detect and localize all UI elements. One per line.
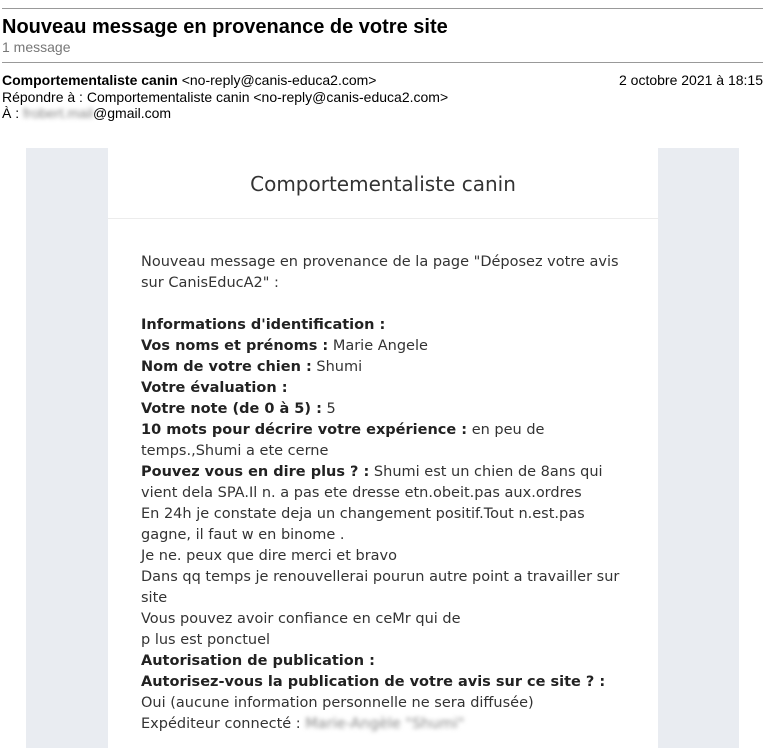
header-rule — [2, 62, 763, 63]
field-label: Votre note (de 0 à 5) : — [141, 401, 322, 417]
field-row — [141, 420, 623, 462]
field-label: Votre évaluation : — [141, 380, 288, 396]
field-row — [141, 399, 623, 420]
reply-to-label: Répondre à : — [2, 89, 83, 105]
field-value: en peu de temps.,Shumi a ete cerne — [141, 422, 545, 459]
sender-row — [141, 714, 623, 735]
reply-to-line — [2, 89, 448, 105]
section-heading: Informations d'identification : — [141, 317, 386, 333]
sender-redacted: Marie-Angèle "Shumi" — [305, 716, 465, 732]
to-label: À : — [2, 105, 20, 121]
field-label: Pouvez vous en dire plus ? : — [141, 464, 370, 480]
publication-label: Autorisez-vous la publication de votre avis sur ce site ? : — [141, 674, 606, 690]
field-label: Vos noms et prénoms : — [141, 338, 329, 354]
message-count: 1 message — [2, 39, 71, 55]
publication-heading: Autorisation de publication : — [141, 653, 375, 669]
field-value: Shumi — [316, 359, 363, 375]
extra-line: En 24h je constate deja un changement positif.Tout n.est.pas gagne, il faut w en binome . — [141, 506, 585, 543]
email-subject: Nouveau message en provenance de votre site — [2, 16, 448, 38]
field-value: Shumi est un chien de 8ans qui vient dela SPA.Il n. a pas ete dresse etn.obeit.pas aux.ordres — [141, 464, 603, 501]
field-row — [141, 462, 623, 504]
field-value: 5 — [326, 401, 336, 417]
card-body — [141, 252, 623, 735]
publication-row — [141, 672, 623, 714]
to-line — [2, 105, 171, 121]
extra-line: Je ne. peux que dire merci et bravo — [141, 548, 397, 564]
to-domain: @gmail.com — [93, 105, 172, 121]
intro-text: Nouveau message en provenance de la page "Déposez votre avis sur CanisEducA2" : — [141, 254, 619, 291]
sender-label: Expéditeur connecté : — [141, 716, 301, 732]
reply-to-value: Comportementaliste canin <no-reply@canis-educa2.com> — [86, 89, 449, 105]
to-redacted: frobert.mail — [23, 105, 94, 121]
field-row — [141, 336, 623, 357]
field-label: Nom de votre chien : — [141, 359, 312, 375]
field-value: Marie Angele — [332, 338, 428, 354]
from-line — [2, 72, 376, 88]
card-title: Comportementaliste canin — [108, 148, 658, 219]
extra-line: Vous pouvez avoir confiance en ceMr qui de — [141, 611, 461, 627]
extra-line: p lus est ponctuel — [141, 632, 271, 648]
field-row — [141, 378, 623, 399]
sender-address: <no-reply@canis-educa2.com> — [181, 72, 377, 88]
sender-name[interactable]: Comportementaliste canin — [2, 72, 178, 88]
extra-line: Dans qq temps je renouvellerai pourun autre point a travailler sur site — [141, 569, 620, 606]
top-rule — [2, 8, 763, 9]
field-row — [141, 357, 623, 378]
email-date: 2 octobre 2021 à 18:15 — [618, 72, 763, 88]
publication-value: Oui (aucune information personnelle ne sera diffusée) — [141, 695, 534, 711]
spacer — [141, 294, 623, 315]
field-label: 10 mots pour décrire votre expérience : — [141, 422, 468, 438]
